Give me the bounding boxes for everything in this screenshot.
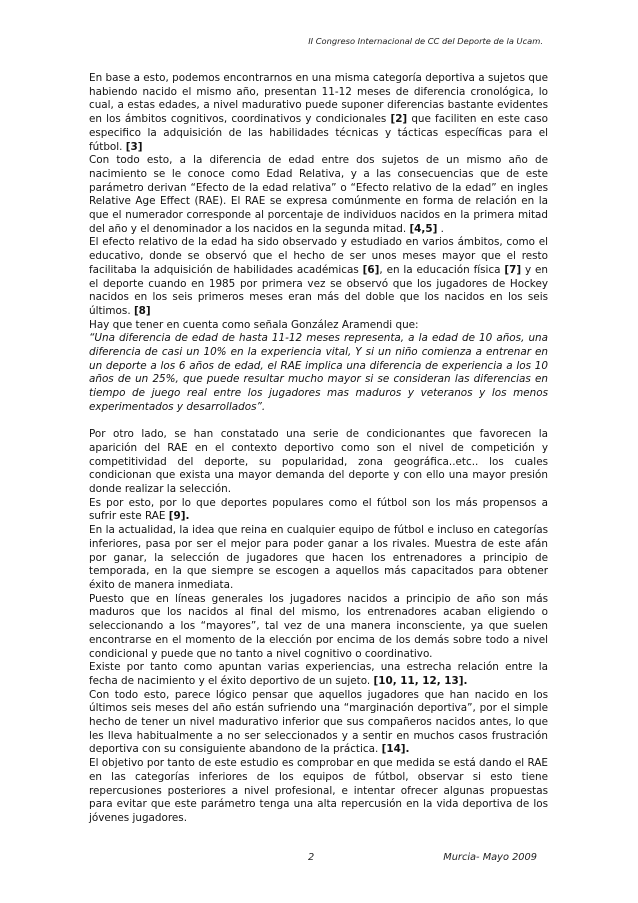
citation-ref: [14]. (381, 743, 410, 756)
paragraph-text: El objetivo por tanto de este estudio es comprobar en que medida se está dando el RAE en las categorías inferiores de los equipos de fútbol, observar si esto tiene repercusiones posteriores a nivel profesional, e intentar ofrecer algunas propuestas para evitar que este parámetro tenga una alta repercusión en la vida deportiva de los jóvenes jugadores. (89, 757, 548, 824)
running-header: II Congreso Internacional de CC del Deporte de la Ucam. (308, 36, 543, 46)
paragraph-text: Por otro lado, se han constatado una serie de condicionantes que favorecen la aparición del RAE en el contexto deportivo como son el nivel de competición y competitividad del deporte, su popularidad, zona geográfica..etc.. los cuales condicionan que exista una mayor demanda del deporte y con ello una mayor presión donde realizar la selección. (89, 428, 548, 496)
paragraph (89, 689, 548, 758)
footer-place-date: Murcia- Mayo 2009 (443, 852, 537, 863)
paragraph (89, 236, 548, 318)
paragraph-text: Hay que tener en cuenta como señala González Aramendi que: (89, 318, 419, 331)
paragraph-text: Con todo esto, parece lógico pensar que aquellos jugadores que han nacido en los últimos seis meses del año están sufriendo una “marginación deportiva”, por el simple hecho de tener un nivel madurativo inferior que sus compañeros nacidos antes, lo que les lleva habitualmente a no ser seleccionados y a sentir en muchos casos frustración deportiva con su consiguiente abandono de la práctica. (89, 688, 548, 756)
paragraph (89, 72, 548, 154)
paragraph-text: Puesto que en líneas generales los jugadores nacidos a principio de año son más maduros que los nacidos al final del mismo, los entrenadores acaban eligiendo o seleccionando a los “mayores”, tal vez de una manera inconsciente, ya que suelen encontrarse en el momento de la elección por encima de los demás sobre todo a nivel condicional y puede que no tanto a nivel cognitivo o coordinativo. (89, 592, 548, 660)
paragraph-text: y en el deporte cuando en 1985 por primera vez se observó que los jugadores de Hockey nacidos en los seis primeros meses eran más del doble que los nacidos en los seis últimos. (89, 263, 549, 317)
paragraph (89, 661, 548, 688)
paragraph (89, 524, 548, 593)
citation-ref: [9]. (168, 510, 190, 523)
paragraph-text: En base a esto, podemos encontrarnos en una misma categoría deportiva a sujetos que habiendo nacido el mismo año, presentan 11-12 meses de diferencia cronológica, lo cual, a estas edades, a nivel madurativo puede suponer diferencias bastante evidentes en los ámbitos cognitivos, coordinativos y condicionales (89, 72, 548, 126)
paragraph-text: El efecto relativo de la edad ha sido observado y estudiado en varios ámbitos, como el educativo, donde se observó que el hecho de ser unos meses mayor que el resto facilitaba la adquisición de habilidades académicas (89, 236, 548, 276)
paragraph-text: Con todo esto, a la diferencia de edad entre dos sujetos de un mismo año de nacimiento se le conoce como Edad Relativa, y a las consecuencias que de este parámetro derivan “Efecto de la edad relativa” o “Efecto relativo de la edad” en ingles Relative Age Effect (RAE). El RAE se expresa comúnmente en forma de relación en la que el numerador corresponde al porcentaje de individuos nacidos en la primera mitad del año y el denominador a los nacidos en la segunda mitad. (89, 154, 548, 235)
paragraph (89, 319, 548, 333)
paragraph-text: . (437, 222, 444, 235)
paragraph-text: “Una diferencia de edad de hasta 11-12 meses representa, a la edad de 10 años, una diferencia de casi un 10% en la experiencia vital, Y si un niño comienza a entrenar en un deporte a los 6 años de edad, el RAE implica una diferencia de experiencia a los 10 años de un 25%, que puede resultar mucho mayor si se consideran las diferencias en tiempo de juego real entre los jugadores mas maduros y veteranos y los menos experimentados y desarrollados”. (89, 332, 548, 413)
paragraph (89, 593, 548, 662)
citation-ref: [3] (125, 140, 143, 153)
citation-ref: [7] (504, 263, 522, 276)
citation-ref: [4,5] (409, 222, 438, 235)
paragraph (89, 332, 548, 414)
citation-ref: [6] (362, 263, 380, 276)
paragraph (89, 757, 548, 826)
citation-ref: [2] (390, 113, 408, 126)
paragraph-text: En la actualidad, la idea que reina en cualquier equipo de fútbol e incluso en categorías inferiores, pasa por ser el mejor para poder ganar a los rivales. Muestra de este afán por ganar, la selección de jugadores que hacen los entrenadores a principio de temporada, en la que siempre se escogen a aquellos más capacitados para obtener éxito de manera inmediata. (89, 524, 548, 591)
paragraph-text: Existe por tanto como apuntan varias experiencias, una estrecha relación entre la fecha de nacimiento y el éxito deportivo de un sujeto. (89, 661, 548, 687)
citation-ref: [8] (133, 304, 151, 317)
paragraph (89, 428, 548, 497)
body-text (89, 72, 548, 826)
paragraph (89, 497, 548, 524)
paragraph (89, 154, 548, 236)
citation-ref: [10, 11, 12, 13]. (373, 674, 468, 687)
paragraph-text: Es por esto, por lo que deportes populares como el fútbol son los más propensos a sufrir este RAE (89, 496, 548, 523)
paragraph-text: , en la educación física (379, 263, 505, 276)
page-number: 2 (308, 852, 315, 863)
paragraph-text: que faciliten en este caso especifico la adquisición de las habilidades técnicas y tácticas específicas para el fútbol. (89, 113, 548, 153)
